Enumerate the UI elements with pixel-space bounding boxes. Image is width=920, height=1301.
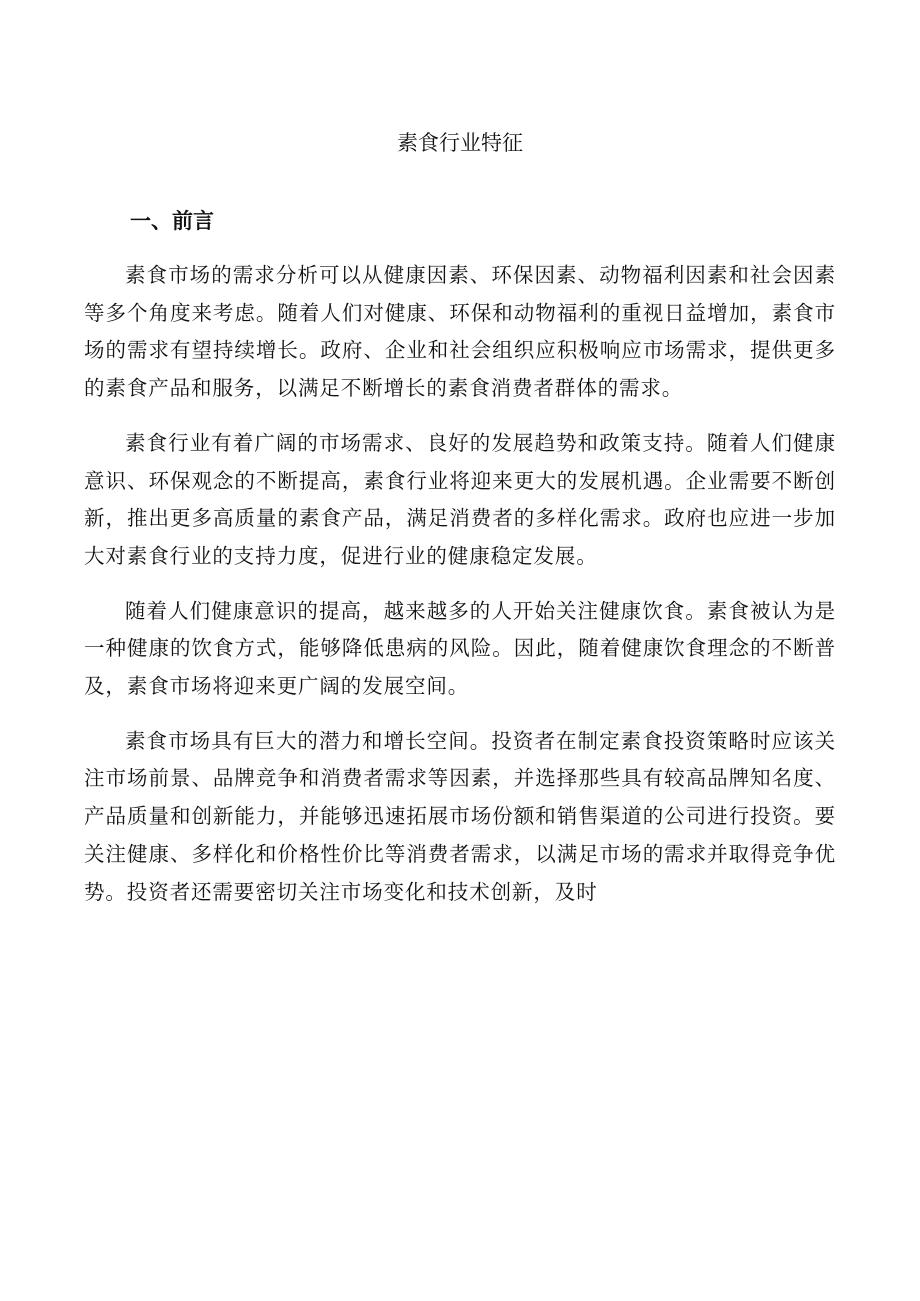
document-title: 素食行业特征	[397, 131, 523, 155]
document-body	[84, 257, 836, 928]
paragraph: 素食市场具有巨大的潜力和增长空间。投资者在制定素食投资策略时应该关注市场前景、品牌竞争和消费者需求等因素，并选择那些具有较高品牌知名度、产品质量和创新能力，并能够迅速拓展市场份额和销售渠道的公司进行投资。要关注健康、多样化和价格性价比等消费者需求，以满足市场的需求并取得竞争优势。投资者还需要密切关注市场变化和技术创新，及时	[84, 728, 836, 904]
section-heading: 一、前言	[130, 209, 214, 233]
paragraph: 素食市场的需求分析可以从健康因素、环保因素、动物福利因素和社会因素等多个角度来考虑。随着人们对健康、环保和动物福利的重视日益增加，素食市场的需求有望持续增长。政府、企业和社会组织应积极响应市场需求，提供更多的素食产品和服务，以满足不断增长的素食消费者群体的需求。	[84, 263, 836, 401]
paragraph: 素食行业有着广阔的市场需求、良好的发展趋势和政策支持。随着人们健康意识、环保观念的不断提高，素食行业将迎来更大的发展机遇。企业需要不断创新，推出更多高质量的素食产品，满足消费者的多样化需求。政府也应进一步加大对素食行业的支持力度，促进行业的健康稳定发展。	[84, 430, 836, 568]
paragraph: 随着人们健康意识的提高，越来越多的人开始关注健康饮食。素食被认为是一种健康的饮食方式，能够降低患病的风险。因此，随着健康饮食理念的不断普及，素食市场将迎来更广阔的发展空间。	[84, 598, 836, 699]
